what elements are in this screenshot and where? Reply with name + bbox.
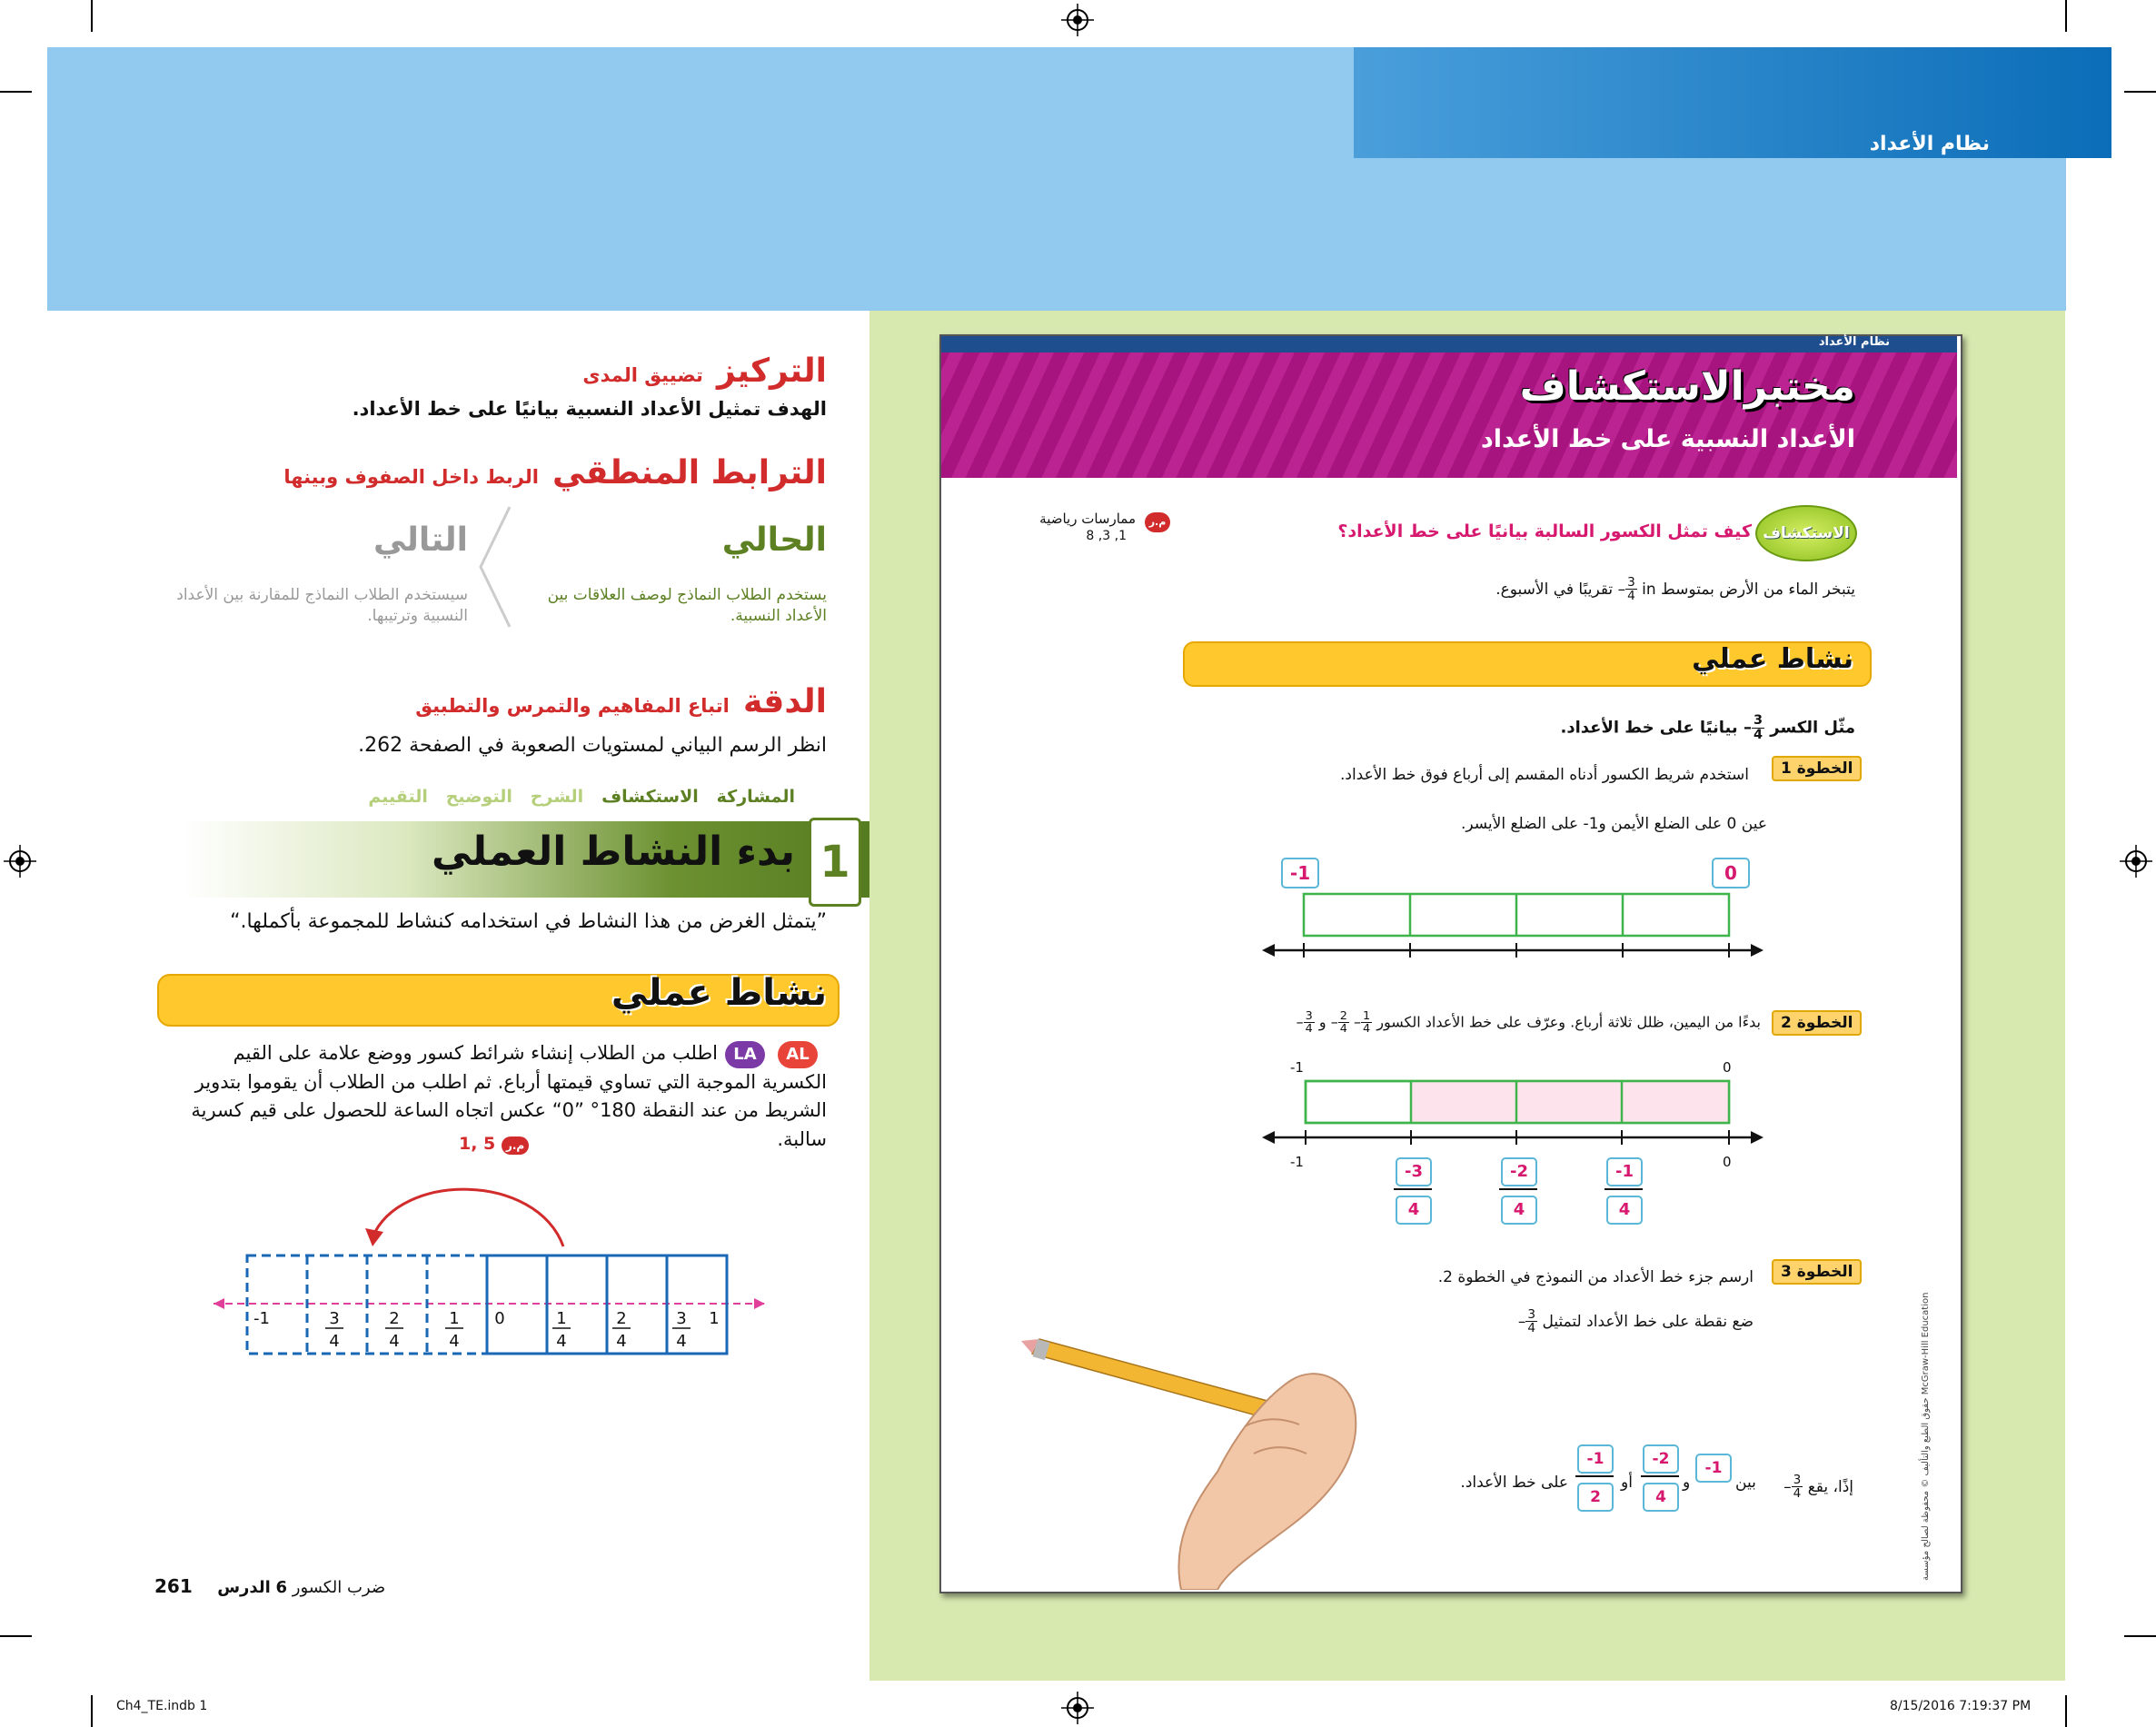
badge-la: LA <box>725 1041 765 1068</box>
answer-minus1: -1 <box>1695 1454 1732 1483</box>
coherence-subtitle: الربط داخل الصفوف وبينها <box>283 466 539 488</box>
intro-b: تقريبًا في الأسبوع. <box>1495 580 1614 599</box>
phase-explain: الشرح <box>530 787 584 807</box>
registration-mark-icon <box>4 845 36 878</box>
hand <box>1178 1374 1356 1590</box>
strip-label: 1 <box>449 1309 460 1328</box>
step2-top-left: -1 <box>1290 1059 1304 1076</box>
strip-label: 3 <box>329 1309 340 1328</box>
step2-bot-right: 0 <box>1723 1154 1732 1170</box>
step1-number-line <box>1258 890 1767 963</box>
lesson-label: الدرس <box>217 1578 271 1597</box>
crop-mark <box>2065 0 2067 32</box>
explore-badge <box>1755 505 1857 561</box>
next-text: سيستخدم الطلاب النماذج للمقارنة بين الأعداد النسبية وترتيبها. <box>176 586 468 625</box>
focus-title: التركيز <box>717 352 827 390</box>
step2-num-neg2: -2 <box>1501 1157 1537 1186</box>
focus-heading <box>273 352 827 390</box>
hand-pencil-illustration <box>1018 1326 1363 1590</box>
conclusion-between: بين <box>1735 1474 1756 1492</box>
crop-mark <box>2065 1695 2067 1727</box>
phase-explore: الاستكشاف <box>601 787 699 807</box>
strip-label: 1 <box>709 1309 720 1328</box>
mp-numbers: 1, 3, 8 <box>1086 529 1127 543</box>
crop-mark <box>2124 91 2156 93</box>
crop-mark <box>0 91 32 93</box>
step3-text2: ضع نقطة على خط الأعداد لتمثيل $\frac{3}{4}$ – <box>1517 1307 1754 1336</box>
now-text: يستخدم الطلاب النماذج لوصف العلاقات بين الأعداد النسبية. <box>547 586 827 625</box>
step2-number-line <box>1258 1077 1767 1150</box>
strip-label: 4 <box>389 1332 400 1351</box>
step2-den-2: 4 <box>1501 1196 1537 1225</box>
rotation-arrow-head <box>365 1228 383 1246</box>
launch-number-box <box>809 818 861 907</box>
step3-tag: الخطوة 3 <box>1772 1259 1862 1285</box>
registration-mark-icon <box>2120 845 2152 878</box>
next-title: التالي <box>373 521 468 559</box>
answer-frac2-den: 4 <box>1643 1483 1679 1512</box>
step2-num-neg3: -3 <box>1396 1157 1432 1186</box>
step3-text2-main: ضع نقطة على خط الأعداد لتمثيل <box>1542 1312 1754 1331</box>
conclusion-a: إذًا، يقع <box>1807 1477 1853 1496</box>
phase-elaborate: التوضيح <box>445 787 512 807</box>
rigor-heading <box>273 683 827 720</box>
strip-label: 2 <box>389 1309 400 1328</box>
crop-mark <box>91 0 93 32</box>
explore-badge-label: الاستكشاف <box>1763 524 1850 542</box>
launch-number: 1 <box>820 837 850 888</box>
step1-left-label: -1 <box>1281 858 1319 888</box>
badge-al: AL <box>778 1041 818 1068</box>
phase-engage: المشاركة <box>716 787 795 807</box>
step2-num-neg1: -1 <box>1606 1157 1643 1186</box>
step2-tag: الخطوة 2 <box>1772 1010 1862 1036</box>
coherence-title: الترابط المنطقي <box>552 454 827 491</box>
step2-and: و <box>1318 1013 1326 1031</box>
strip-illustration <box>209 1181 772 1363</box>
rotation-arrow <box>373 1189 563 1246</box>
strip-label: 2 <box>616 1309 627 1328</box>
slug-date: 8/15/2016 7:19:37 PM <box>1890 1699 2032 1713</box>
step2-bot-left: -1 <box>1290 1154 1304 1170</box>
model-a: مثّل الكسر <box>1770 718 1855 738</box>
slug-file: Ch4_TE.indb 1 <box>116 1699 208 1713</box>
lesson-title: ضرب الكسور <box>292 1578 386 1597</box>
now-title: الحالي <box>721 521 827 559</box>
activity-banner-right-label: نشاط عملي <box>1692 643 1853 675</box>
mp-ref-left <box>459 1134 529 1155</box>
step1-text2: عين 0 على الضلع الأيمن و1- على الضلع الأيسر. <box>1460 815 1767 833</box>
rigor-text: انظر الرسم البياني لمستويات الصعوبة في الصفحة 262. <box>358 734 827 757</box>
focus-goal: الهدف تمثيل الأعداد النسبية بيانيًا على خط الأعداد. <box>352 398 827 420</box>
crop-mark <box>91 1695 93 1727</box>
answer-frac1-num: -1 <box>1577 1444 1614 1474</box>
fraction-bar <box>1394 1188 1432 1190</box>
registration-mark-icon <box>1061 4 1094 36</box>
rigor-subtitle: اتباع المفاهيم والتمرس والتطبيق <box>415 695 730 717</box>
strip-label: 1 <box>556 1309 567 1328</box>
strip-label: 4 <box>556 1332 567 1351</box>
step2-top-right: 0 <box>1723 1059 1732 1076</box>
answer-frac1-den: 2 <box>1577 1483 1614 1512</box>
lesson-number: 6 <box>275 1578 288 1597</box>
unit-title: نظام الأعداد <box>1869 133 1990 155</box>
focus-subtitle: تضييق المدى <box>582 364 703 386</box>
crop-mark <box>0 1635 32 1637</box>
copyright-side-note: حقوق الطبع والتأليف © محفوظة لصالح مؤسسة McGraw-Hill Education <box>1921 1292 1931 1581</box>
intro-unit: in <box>1642 580 1656 599</box>
conclusion-and: و <box>1683 1474 1691 1492</box>
step1-right-label: 0 <box>1712 858 1750 888</box>
conclusion-text-a: إذًا، يقع $\frac{3}{4}$ – <box>1783 1473 1853 1502</box>
chevron-left-icon <box>477 505 513 629</box>
step1-tag: الخطوة 1 <box>1772 756 1862 781</box>
intro-text: يتبخر الماء من الأرض بمتوسط in $\frac{3}{4}$ – تقريبًا في الأسبوع. <box>1495 575 1855 604</box>
explore-question: كيف تمثل الكسور السالبة بيانيًا على خط الأعداد؟ <box>1337 521 1752 541</box>
mp-badge: م.ر <box>1145 512 1170 532</box>
model-fraction: $\frac{3}{4}$ <box>1753 713 1763 743</box>
lab-unit-label: نظام الأعداد <box>1818 335 1890 349</box>
step2-den-3: 4 <box>1606 1196 1643 1225</box>
page-number: 261 <box>154 1575 193 1597</box>
launch-quote: ”يتمثل الغرض من هذا النشاط في استخدامه كنشاط للمجموعة بأكملها.“ <box>230 910 827 933</box>
step2-frac-1: $\frac{1}{4}$ <box>1362 1009 1371 1037</box>
conclusion-end: على خط الأعداد. <box>1460 1474 1568 1492</box>
lab-subtitle: الأعداد النسبية على خط الأعداد <box>1480 425 1855 453</box>
phase-evaluate: التقييم <box>368 787 428 807</box>
step3-fraction: $\frac{3}{4}$ <box>1527 1307 1536 1336</box>
fraction-bar <box>1641 1475 1679 1477</box>
conclusion-or: أو <box>1621 1474 1633 1492</box>
page-footer <box>154 1575 427 1597</box>
strip-label: 0 <box>494 1309 505 1328</box>
step2-frac-2: $\frac{2}{4}$ <box>1339 1009 1347 1037</box>
crop-mark <box>2124 1635 2156 1637</box>
step2-text: بدءًا من اليمين، ظلل ثلاثة أرباع. وعرّف على خط الأعداد الكسور $\frac{1}{4}$ – $\frac{2}{4}$ – و $\frac{3}{4}$ – <box>1296 1009 1761 1037</box>
model-b: بيانيًا على خط الأعداد. <box>1560 718 1738 738</box>
registration-mark-icon <box>1061 1692 1094 1724</box>
fraction-bar <box>1575 1475 1614 1477</box>
model-prompt: مثّل الكسر $\frac{3}{4}$ – بيانيًا على خط الأعداد. <box>1560 713 1855 743</box>
intro-fraction: $\frac{3}{4}$ <box>1627 575 1635 604</box>
coherence-heading <box>182 454 827 491</box>
intro-a: يتبخر الماء من الأرض بمتوسط <box>1661 580 1855 599</box>
activity-text: اطلب من الطلاب إنشاء شرائط كسور ووضع علامة على القيم الكسرية الموجبة التي تساوي قيمتها أرباع. ثم اطلب من الطلاب أن يقوموا بتدوير الشريط من عند النقطة 180° ”0“ عكس اتجاه الساعة للحصول على قيم كسرية سالبة. <box>191 1042 827 1150</box>
phase-list <box>273 787 795 807</box>
lab-title: مختبرالاستكشاف <box>1519 363 1855 410</box>
launch-title: بدء النشاط العملي <box>431 829 795 875</box>
step2-den-1: 4 <box>1396 1196 1432 1225</box>
rigor-title: الدقة <box>742 683 827 720</box>
conclusion-fraction: $\frac{3}{4}$ <box>1793 1473 1802 1502</box>
step3-text: ارسم جزء خط الأعداد من النموذج في الخطوة 2. <box>1437 1268 1754 1286</box>
strip-label: 3 <box>676 1309 687 1328</box>
fraction-bar <box>1499 1188 1537 1190</box>
mp-tag-left: م.ر <box>502 1136 529 1155</box>
strip-label: -1 <box>253 1309 270 1328</box>
answer-frac2-num: -2 <box>1643 1444 1679 1474</box>
activity-banner-left-label: نشاط عملي <box>611 972 827 1014</box>
strip-label: 4 <box>676 1332 687 1351</box>
fraction-bar <box>1605 1188 1643 1190</box>
strip-label: 4 <box>329 1332 340 1351</box>
strip-label: 4 <box>449 1332 460 1351</box>
mp-ref-numbers: 1, 5 <box>459 1134 496 1154</box>
mp-label: ممارسات رياضية <box>1039 511 1136 527</box>
step1-text: استخدم شريط الكسور أدناه المقسم إلى أرباع فوق خط الأعداد. <box>1339 766 1749 784</box>
step2-text-main: بدءًا من اليمين، ظلل ثلاثة أرباع. وعرّف على خط الأعداد الكسور <box>1376 1013 1761 1031</box>
strip-label: 4 <box>616 1332 627 1351</box>
step2-frac-3: $\frac{3}{4}$ <box>1305 1009 1313 1037</box>
